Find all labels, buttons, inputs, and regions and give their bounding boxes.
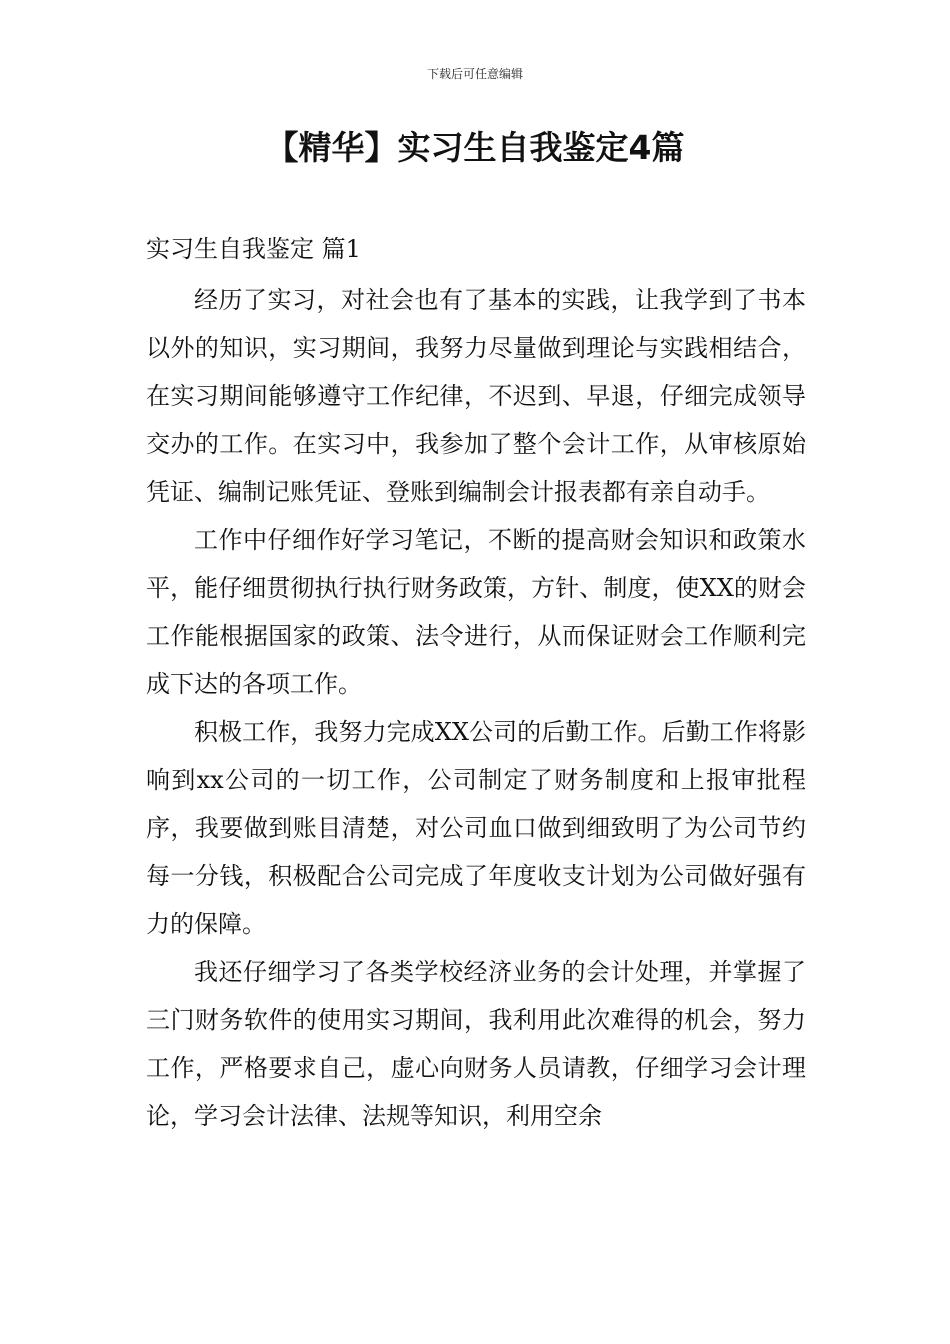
section-heading: 实习生自我鉴定 篇1 <box>146 235 361 263</box>
body-paragraph: 工作中仔细作好学习笔记，不断的提高财会知识和政策水平，能仔细贯彻执行执行财务政策，方针、制度，使XX的财会工作能根据国家的政策、法令进行，从而保证财会工作顺利完成下达的各项工作。 <box>146 526 806 698</box>
document-body <box>146 225 806 1140</box>
body-paragraph: 积极工作，我努力完成XX公司的后勤工作。后勤工作将影响到xx公司的一切工作，公司制定了财务制度和上报审批程序，我要做到账目清楚，对公司血口做到细致明了为公司节约每一分钱，积极配合公司完成了年度收支计划为公司做好强有力的保障。 <box>146 718 806 938</box>
document-title: 【精华】实习生自我鉴定4篇 <box>265 128 685 167</box>
page-header-note: 下载后可任意编辑 <box>426 67 523 81</box>
body-paragraph: 经历了实习，对社会也有了基本的实践，让我学到了书本以外的知识，实习期间，我努力尽量做到理论与实践相结合，在实习期间能够遵守工作纪律，不迟到、早退，仔细完成领导交办的工作。在实习中，我参加了整个会计工作，从审核原始凭证、编制记账凭证、登账到编制会计报表都有亲自动手。 <box>146 286 806 506</box>
body-paragraph: 我还仔细学习了各类学校经济业务的会计处理，并掌握了三门财务软件的使用实习期间，我利用此次难得的机会，努力工作，严格要求自己，虚心向财务人员请教，仔细学习会计理论，学习会计法律、法规等知识，利用空余 <box>146 958 806 1130</box>
